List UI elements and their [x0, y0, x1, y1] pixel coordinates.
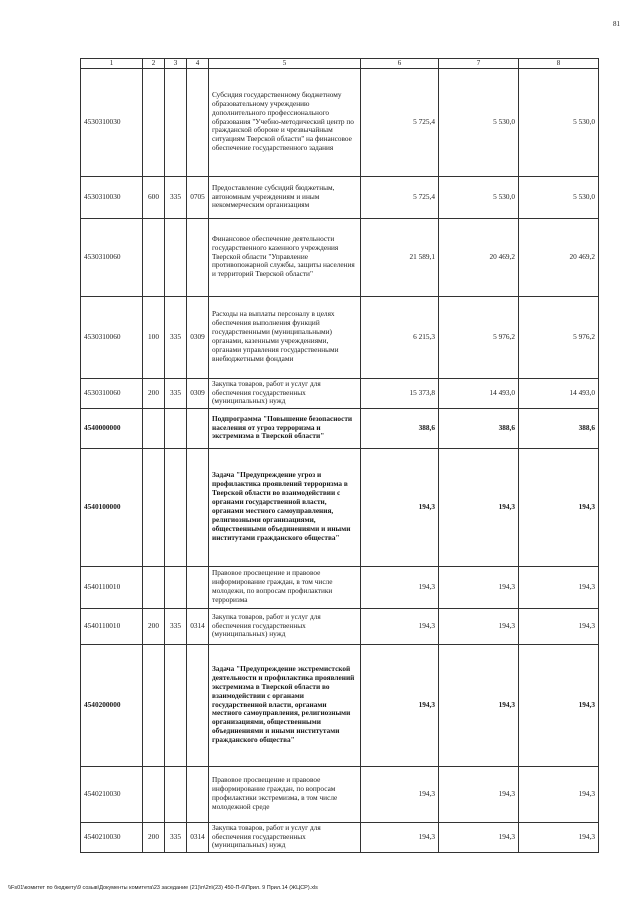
amount-col7-cell: 194,3	[439, 448, 519, 566]
amount-col7-cell: 194,3	[439, 644, 519, 766]
amount-col8-cell: 5 976,2	[519, 296, 599, 378]
expense-type-cell	[143, 68, 165, 176]
column-header: 4	[187, 59, 209, 69]
budget-table	[80, 58, 599, 853]
table-row	[81, 448, 599, 566]
table-header-row	[81, 59, 599, 69]
table-row	[81, 378, 599, 408]
table-row	[81, 218, 599, 296]
amount-col8-cell: 20 469,2	[519, 218, 599, 296]
amount-col6-cell: 194,3	[361, 644, 439, 766]
column-header: 7	[439, 59, 519, 69]
admin-code-cell	[165, 766, 187, 822]
amount-col6-cell: 21 589,1	[361, 218, 439, 296]
expense-type-cell	[143, 644, 165, 766]
section-code-cell	[187, 766, 209, 822]
table-row	[81, 608, 599, 644]
budget-code-cell: 4530310060	[81, 378, 143, 408]
amount-col6-cell: 194,3	[361, 822, 439, 852]
admin-code-cell	[165, 448, 187, 566]
amount-col8-cell: 194,3	[519, 644, 599, 766]
item-name-cell: Закупка товаров, работ и услуг для обеспечения государственных (муниципальных) нужд	[209, 608, 361, 644]
admin-code-cell: 335	[165, 822, 187, 852]
section-code-cell: 0314	[187, 608, 209, 644]
amount-col7-cell: 20 469,2	[439, 218, 519, 296]
item-name-cell: Предоставление субсидий бюджетным, автономным учреждениям и иным некоммерческим организациям	[209, 176, 361, 218]
amount-col8-cell: 194,3	[519, 608, 599, 644]
expense-type-cell	[143, 766, 165, 822]
budget-code-cell: 4540100000	[81, 448, 143, 566]
budget-code-cell: 4540110010	[81, 566, 143, 608]
admin-code-cell: 335	[165, 378, 187, 408]
item-name-cell: Финансовое обеспечение деятельности государственного казенного учреждения Тверской области "Управление противопожарной службы, защиты населения и территорий Тверской области"	[209, 218, 361, 296]
amount-col6-cell: 194,3	[361, 766, 439, 822]
item-name-cell: Субсидия государственному бюджетному образовательному учреждению дополнительного профессионального образования "Учебно-методический центр по гражданской обороне и чрезвычайным ситуациям Тверской области" на финансовое обеспечение государственного задания	[209, 68, 361, 176]
admin-code-cell: 335	[165, 608, 187, 644]
section-code-cell: 0314	[187, 822, 209, 852]
table-row	[81, 68, 599, 176]
table-row	[81, 644, 599, 766]
expense-type-cell	[143, 448, 165, 566]
budget-code-cell: 4540200000	[81, 644, 143, 766]
expense-type-cell: 100	[143, 296, 165, 378]
amount-col7-cell: 194,3	[439, 822, 519, 852]
amount-col7-cell: 194,3	[439, 608, 519, 644]
section-code-cell: 0309	[187, 296, 209, 378]
budget-code-cell: 4540000000	[81, 408, 143, 448]
section-code-cell	[187, 566, 209, 608]
admin-code-cell	[165, 68, 187, 176]
section-code-cell: 0309	[187, 378, 209, 408]
item-name-cell: Задача "Предупреждение экстремистской деятельности и профилактика проявлений экстремизма в Тверской области во взаимодействии с органами государственной власти, органами местного самоуправления, религиозными организациями, общественными объединениями и иными институтами гражданского общества"	[209, 644, 361, 766]
section-code-cell	[187, 644, 209, 766]
amount-col7-cell: 194,3	[439, 766, 519, 822]
column-header: 3	[165, 59, 187, 69]
page-number: 81	[613, 20, 620, 28]
item-name-cell: Закупка товаров, работ и услуг для обеспечения государственных (муниципальных) нужд	[209, 822, 361, 852]
amount-col7-cell: 5 530,0	[439, 176, 519, 218]
budget-code-cell: 4530310060	[81, 296, 143, 378]
amount-col7-cell: 388,6	[439, 408, 519, 448]
section-code-cell	[187, 408, 209, 448]
table-row	[81, 822, 599, 852]
file-path-footer: \\Fs01\комитет по бюджету\9 созыв\Документы комитета\23 заседание (21)\п\2п\(23) 450-П-6\Прил. 9 Прил.14 (ЖЦСР).xls	[8, 885, 318, 891]
admin-code-cell: 335	[165, 296, 187, 378]
amount-col8-cell: 194,3	[519, 566, 599, 608]
admin-code-cell: 335	[165, 176, 187, 218]
expense-type-cell: 200	[143, 608, 165, 644]
section-code-cell	[187, 218, 209, 296]
item-name-cell: Расходы на выплаты персоналу в целях обеспечения выполнения функций государственными (муниципальными) органами, казенными учреждениями, органами управления государственными внебюджетными фондами	[209, 296, 361, 378]
section-code-cell	[187, 68, 209, 176]
amount-col8-cell: 194,3	[519, 766, 599, 822]
expense-type-cell: 600	[143, 176, 165, 218]
amount-col8-cell: 194,3	[519, 448, 599, 566]
admin-code-cell	[165, 408, 187, 448]
expense-type-cell: 200	[143, 822, 165, 852]
column-header: 1	[81, 59, 143, 69]
amount-col6-cell: 194,3	[361, 608, 439, 644]
column-header: 6	[361, 59, 439, 69]
column-header: 2	[143, 59, 165, 69]
amount-col6-cell: 194,3	[361, 448, 439, 566]
expense-type-cell	[143, 218, 165, 296]
section-code-cell: 0705	[187, 176, 209, 218]
budget-code-cell: 4540210030	[81, 822, 143, 852]
admin-code-cell	[165, 218, 187, 296]
amount-col7-cell: 14 493,0	[439, 378, 519, 408]
amount-col6-cell: 194,3	[361, 566, 439, 608]
budget-code-cell: 4530310060	[81, 218, 143, 296]
amount-col6-cell: 5 725,4	[361, 68, 439, 176]
amount-col6-cell: 388,6	[361, 408, 439, 448]
admin-code-cell	[165, 566, 187, 608]
budget-code-cell: 4530310030	[81, 68, 143, 176]
item-name-cell: Задача "Предупреждение угроз и профилактика проявлений терроризма в Тверской области во взаимодействии с органами государственной власти, органами местного самоуправления, религиозными организациями, общественными объединениями и иными институтами гражданского общества"	[209, 448, 361, 566]
amount-col6-cell: 5 725,4	[361, 176, 439, 218]
column-header: 8	[519, 59, 599, 69]
budget-code-cell: 4540210030	[81, 766, 143, 822]
amount-col8-cell: 5 530,0	[519, 68, 599, 176]
amount-col8-cell: 388,6	[519, 408, 599, 448]
item-name-cell: Закупка товаров, работ и услуг для обеспечения государственных (муниципальных) нужд	[209, 378, 361, 408]
budget-code-cell: 4530310030	[81, 176, 143, 218]
item-name-cell: Правовое просвещение и правовое информирование граждан, в том числе молодежи, по вопросам профилактики терроризма	[209, 566, 361, 608]
budget-code-cell: 4540110010	[81, 608, 143, 644]
table-row	[81, 408, 599, 448]
table-row	[81, 296, 599, 378]
amount-col8-cell: 14 493,0	[519, 378, 599, 408]
column-header: 5	[209, 59, 361, 69]
amount-col7-cell: 194,3	[439, 566, 519, 608]
expense-type-cell: 200	[143, 378, 165, 408]
table-row	[81, 766, 599, 822]
amount-col8-cell: 5 530,0	[519, 176, 599, 218]
amount-col6-cell: 15 373,8	[361, 378, 439, 408]
expense-type-cell	[143, 566, 165, 608]
section-code-cell	[187, 448, 209, 566]
amount-col6-cell: 6 215,3	[361, 296, 439, 378]
expense-type-cell	[143, 408, 165, 448]
amount-col7-cell: 5 530,0	[439, 68, 519, 176]
admin-code-cell	[165, 644, 187, 766]
amount-col7-cell: 5 976,2	[439, 296, 519, 378]
table-row	[81, 566, 599, 608]
item-name-cell: Правовое просвещение и правовое информирование граждан, по вопросам профилактики экстремизма, в том числе молодежной среде	[209, 766, 361, 822]
amount-col8-cell: 194,3	[519, 822, 599, 852]
item-name-cell: Подпрограмма "Повышение безопасности населения от угроз терроризма и экстремизма в Тверской области"	[209, 408, 361, 448]
table-row	[81, 176, 599, 218]
